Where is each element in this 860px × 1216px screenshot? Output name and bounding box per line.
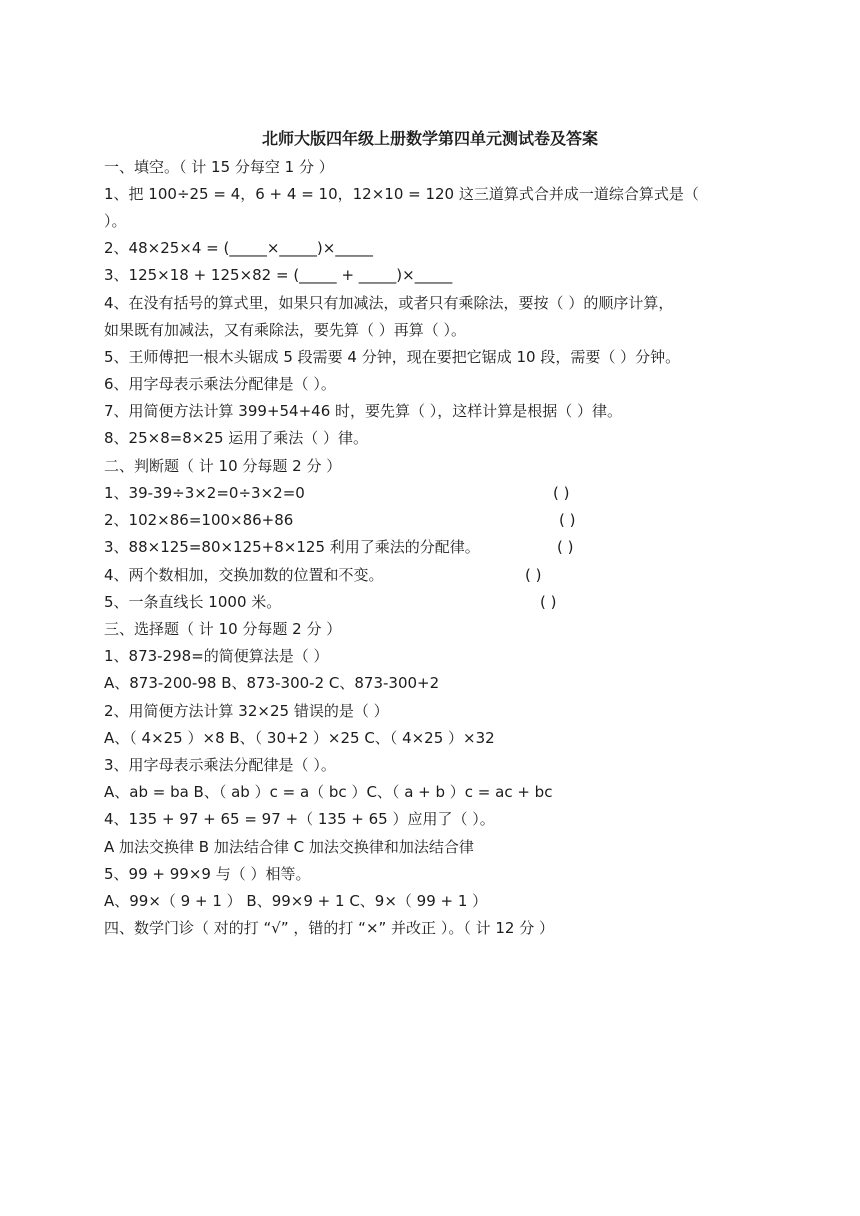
judge-answer-bracket-4: ( ) [525, 566, 542, 584]
judge-answer-bracket-3: ( ) [557, 538, 574, 556]
section-4-heading: 四、数学门诊（ 对的打 “√” ，错的打 “×” 并改正 ）。（ 计 12 分 ） [104, 919, 554, 937]
judge-question-3: 3、88×125=80×125+8×125 利用了乘法的分配律。 [104, 538, 480, 556]
judge-question-1: 1、39-39÷3×2=0÷3×2=0 [104, 484, 305, 502]
choice-options-3: A、ab = ba B、（ ab ）c = a（ bc ）C、（ a + b ）c = ac + bc [104, 783, 553, 801]
document-title: 北师大版四年级上册数学第四单元测试卷及答案 [261, 129, 598, 148]
fill-question-5: 5、王师傅把一根木头锯成 5 段需要 4 分钟，现在要把它锯成 10 段，需要（ ）分钟。 [104, 348, 681, 366]
judge-question-2: 2、102×86=100×86+86 [104, 511, 294, 529]
judge-answer-bracket-1: ( ) [553, 484, 570, 502]
section-2-heading: 二、判断题（ 计 10 分每题 2 分 ） [104, 457, 342, 475]
judge-answer-bracket-2: ( ) [559, 511, 576, 529]
section-1-heading: 一、填空。（ 计 15 分每空 1 分 ） [104, 158, 334, 176]
choice-options-5: A、99×（ 9 + 1 ） B、99×9 + 1 C、9×（ 99 + 1 ） [104, 892, 488, 910]
choice-question-2: 2、用简便方法计算 32×25 错误的是（ ） [104, 702, 389, 720]
judge-answer-bracket-5: ( ) [540, 593, 557, 611]
choice-question-1: 1、873-298=的简便算法是（ ） [104, 647, 329, 665]
fill-question-1-continued: ）。 [104, 212, 127, 230]
choice-options-4: A 加法交换律 B 加法结合律 C 加法交换律和加法结合律 [104, 838, 474, 856]
section-3-heading: 三、选择题（ 计 10 分每题 2 分 ） [104, 620, 342, 638]
fill-question-6: 6、用字母表示乘法分配律是（ ）。 [104, 375, 336, 393]
fill-question-2: 2、48×25×4 = (_____×_____)×_____ [104, 239, 373, 257]
fill-question-8: 8、25×8=8×25 运用了乘法（ ）律。 [104, 429, 369, 447]
choice-question-5: 5、99 + 99×9 与（ ）相等。 [104, 865, 311, 883]
judge-question-5: 5、一条直线长 1000 米。 [104, 593, 282, 611]
fill-question-3: 3、125×18 + 125×82 = (_____ + _____)×_____ [104, 266, 453, 284]
judge-question-4: 4、两个数相加，交换加数的位置和不变。 [104, 566, 384, 584]
choice-question-4: 4、135 + 97 + 65 = 97 +（ 135 + 65 ）应用了（ ）。 [104, 810, 495, 828]
fill-question-4: 4、在没有括号的算式里，如果只有加减法，或者只有乘除法，要按（ ）的顺序计算， [104, 294, 674, 312]
fill-question-7: 7、用简便方法计算 399+54+46 时，要先算（ ），这样计算是根据（ ）律。 [104, 402, 623, 420]
fill-question-4-continued: 如果既有加减法，又有乘除法，要先算（ ）再算（ ）。 [104, 321, 467, 339]
fill-question-1: 1、把 100÷25 = 4，6 + 4 = 10，12×10 = 120 这三道算式合并成一道综合算式是（ [104, 185, 699, 203]
choice-options-2: A、（ 4×25 ）×8 B、（ 30+2 ）×25 C、（ 4×25 ）×32 [104, 729, 495, 747]
choice-options-1: A、873-200-98 B、873-300-2 C、873-300+2 [104, 674, 440, 692]
choice-question-3: 3、用字母表示乘法分配律是（ ）。 [104, 756, 336, 774]
